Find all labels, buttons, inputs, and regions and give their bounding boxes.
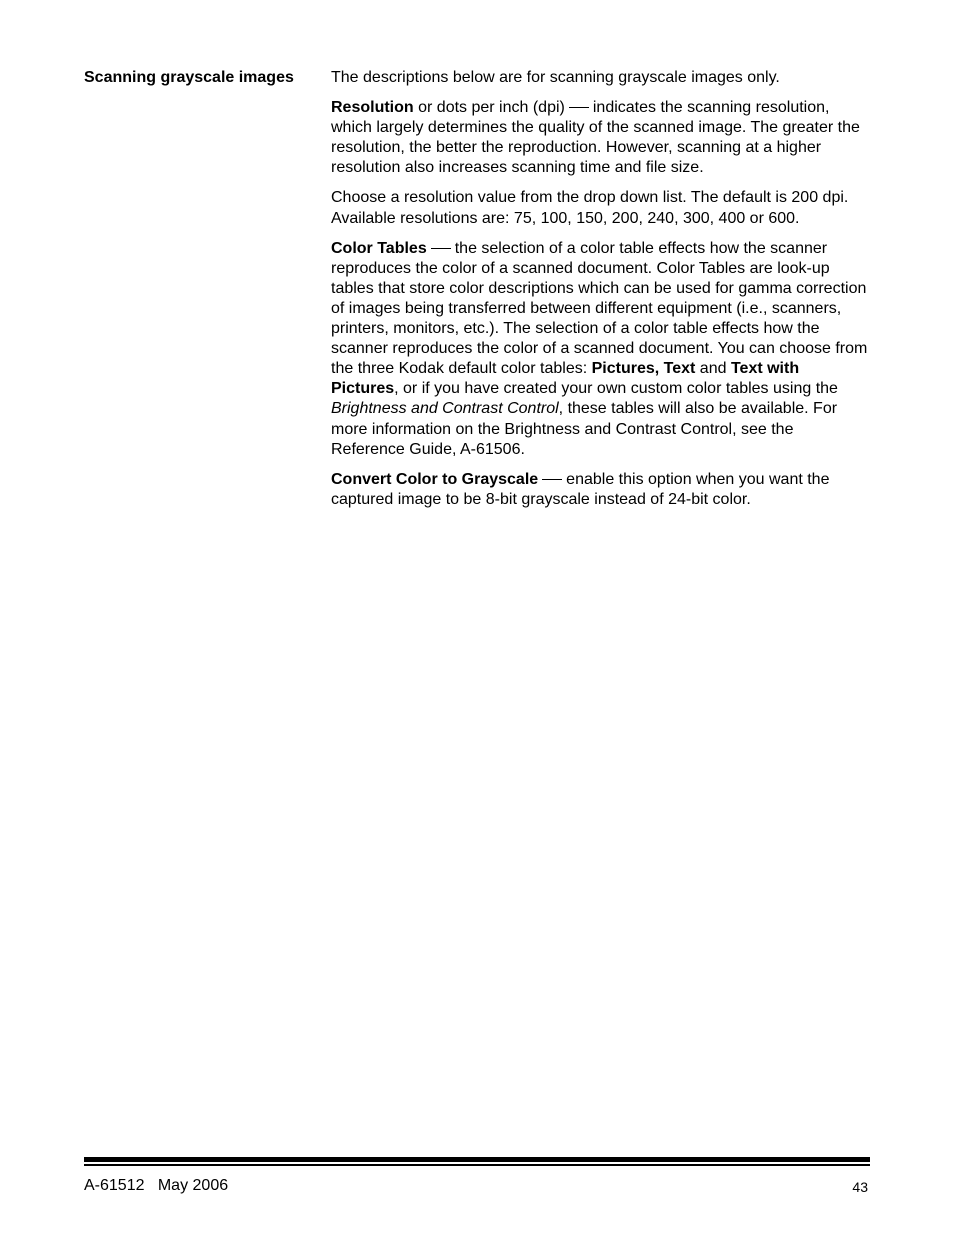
em-dash bbox=[431, 248, 451, 249]
convert-paragraph bbox=[331, 470, 871, 510]
footer-doc-id: A-61512 bbox=[84, 1177, 145, 1194]
color-tables-text-1: the selection of a color table effects how the scanner reproduces the color of a scanned document. Color Tables are look-up tables that store color descriptions which can be used for gamma correction of images being transferred between different equipment (i.e., scanners, printers, monitors, etc.). The selection of a color table effects how the scanner reproduces the color of a scanned document. You can choose from the three Kodak default color tables: bbox=[331, 239, 868, 378]
page-number: 43 bbox=[852, 1179, 868, 1195]
color-tables-text-2: , or if you have created your own custom color tables using the bbox=[394, 380, 838, 398]
resolution-term: Resolution bbox=[331, 99, 414, 117]
em-dash bbox=[569, 107, 589, 108]
color-table-option-text-with-pictures: Text with Pictures bbox=[331, 360, 800, 398]
resolution-choice-paragraph: Choose a resolution value from the drop down list. The default is 200 dpi. Available resolutions are: 75, 100, 150, 200, 240, 300, 400 or 600. bbox=[331, 189, 849, 227]
body-column bbox=[331, 68, 871, 520]
intro-paragraph: The descriptions below are for scanning grayscale images only. bbox=[331, 69, 780, 86]
resolution-paragraph bbox=[331, 98, 871, 178]
color-tables-text-3: , these tables will also be available. For more information on the Brightness and Contrast Control, see the Reference Guide, A-61506. bbox=[331, 400, 838, 458]
color-tables-and: and bbox=[695, 360, 731, 378]
resolution-description: indicates the scanning resolution, which largely determines the quality of the scanned image. The greater the resolution, the better the reproduction. However, scanning at a higher resolution also increases scanning time and file size. bbox=[331, 99, 860, 177]
color-tables-term: Color Tables bbox=[331, 239, 427, 257]
color-tables-paragraph bbox=[331, 239, 871, 460]
footer-doc-info bbox=[84, 1176, 228, 1196]
footer-rule-thin bbox=[84, 1164, 870, 1166]
color-table-option-pictures-text: Pictures, Text bbox=[591, 360, 696, 378]
convert-term: Convert Color to Grayscale bbox=[331, 470, 539, 488]
convert-description: enable this option when you want the captured image to be 8-bit grayscale instead of 24-bit color. bbox=[331, 470, 830, 508]
em-dash bbox=[542, 479, 562, 480]
footer-date: May 2006 bbox=[157, 1177, 229, 1194]
resolution-qualifier: or dots per inch (dpi) bbox=[413, 99, 565, 117]
section-heading: Scanning grayscale images bbox=[84, 69, 294, 86]
brightness-contrast-control-name: Brightness and Contrast Control bbox=[331, 400, 559, 418]
footer-rule-thick bbox=[84, 1157, 870, 1162]
